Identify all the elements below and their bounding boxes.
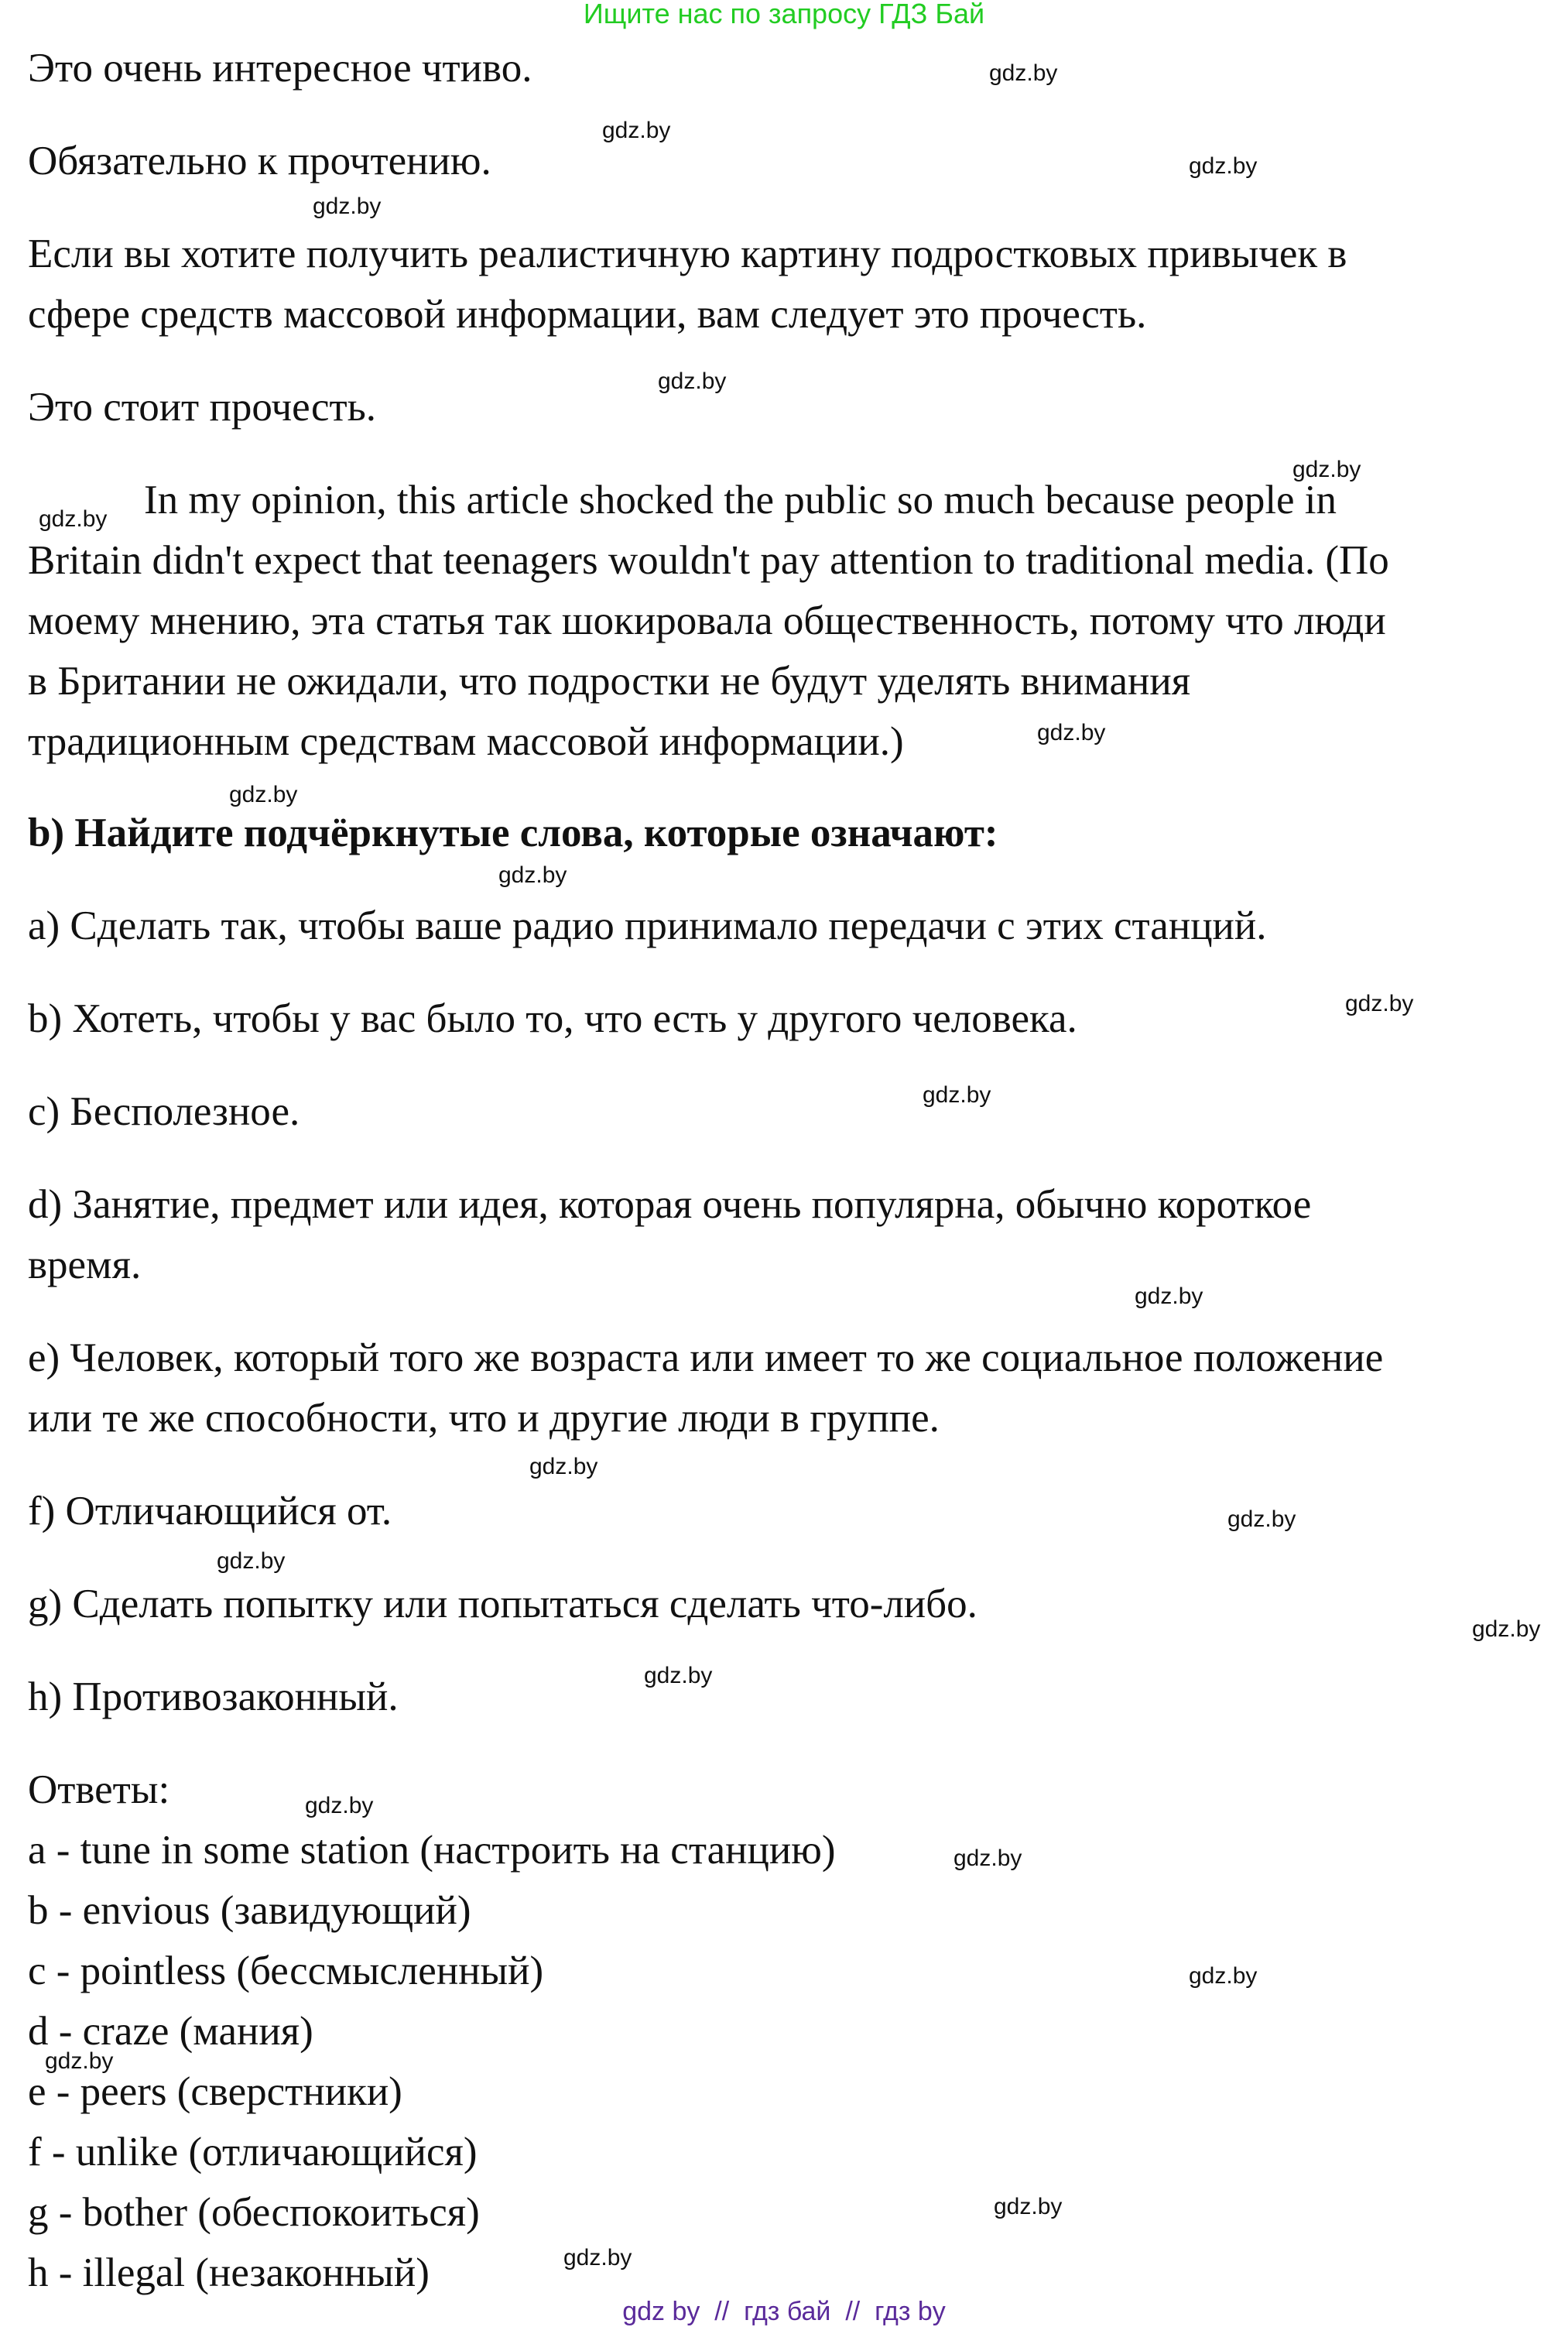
watermark: gdz.by (217, 1548, 286, 1574)
watermark: gdz.by (529, 1454, 598, 1479)
text-line-6: In my opinion, this article shocked the public so much because people in (144, 478, 1337, 523)
task-g: g) Сделать попытку или попытаться сделать что-либо. (28, 1582, 977, 1626)
watermark: gdz.by (229, 782, 298, 807)
text-line-7: Britain didn't expect that teenagers wouldn't pay attention to traditional media. (По (28, 538, 1389, 583)
watermark: gdz.by (1472, 1616, 1541, 1642)
watermark: gdz.by (1189, 1963, 1258, 1989)
task-c: c) Бесполезное. (28, 1089, 300, 1134)
task-b: b) Хотеть, чтобы у вас было то, что есть у другого человека. (28, 996, 1077, 1041)
watermark: gdz.by (994, 2194, 1063, 2219)
task-d-line-1: d) Занятие, предмет или идея, которая очень популярна, обычно короткое (28, 1182, 1312, 1227)
text-line-9: в Британии не ожидали, что подростки не будут уделять внимания (28, 659, 1191, 704)
answer-d: d - craze (мания) (28, 2009, 313, 2054)
watermark: gdz.by (644, 1663, 713, 1688)
text-line-2: Обязательно к прочтению. (28, 139, 491, 183)
text-line-10: традиционным средствам массовой информации.) (28, 719, 904, 764)
answer-c: c - pointless (бессмысленный) (28, 1948, 544, 1993)
watermark: gdz.by (313, 194, 382, 219)
answers-title: Ответы: (28, 1767, 170, 1812)
task-e-line-2: или те же способности, что и другие люди в группе. (28, 1396, 940, 1441)
watermark: gdz.by (1135, 1283, 1203, 1309)
watermark: gdz.by (1037, 720, 1106, 745)
task-e-line-1: e) Человек, который того же возраста или имеет то же социальное положение (28, 1335, 1384, 1380)
watermark: gdz.by (1292, 457, 1361, 482)
answer-h: h - illegal (незаконный) (28, 2250, 430, 2295)
watermark: gdz.by (1227, 1506, 1296, 1532)
answer-g: g - bother (обеспокоиться) (28, 2190, 480, 2235)
watermark: gdz.by (923, 1082, 991, 1108)
watermark: gdz.by (563, 2245, 632, 2270)
watermark: gdz.by (498, 862, 567, 888)
answer-b: b - envious (завидующий) (28, 1888, 471, 1933)
watermark: gdz.by (658, 368, 727, 394)
task-a: a) Сделать так, чтобы ваше радио принимало передачи с этих станций. (28, 903, 1267, 948)
watermark: gdz.by (1345, 991, 1414, 1016)
watermark: gdz.by (1189, 153, 1258, 179)
footer-links: gdz by // гдз бай // гдз by (622, 2297, 946, 2326)
watermark: gdz.by (305, 1793, 374, 1818)
watermark: gdz.by (39, 506, 108, 532)
task-h: h) Противозаконный. (28, 1674, 399, 1719)
text-line-5: Это стоит прочесть. (28, 385, 377, 430)
task-f: f) Отличающийся от. (28, 1489, 392, 1534)
task-heading: b) Найдите подчёркнутые слова, которые означают: (28, 811, 998, 855)
watermark: gdz.by (602, 118, 671, 143)
task-d-line-2: время. (28, 1242, 142, 1287)
watermark: gdz.by (989, 60, 1058, 86)
answer-a: a - tune in some station (настроить на станцию) (28, 1828, 836, 1873)
answer-e: e - peers (сверстники) (28, 2069, 402, 2114)
watermark: gdz.by (45, 2048, 114, 2074)
top-banner: Ищите нас по запросу ГДЗ Бай (583, 0, 985, 29)
answer-f: f - unlike (отличающийся) (28, 2130, 478, 2174)
text-line-1: Это очень интересное чтиво. (28, 46, 532, 91)
watermark: gdz.by (953, 1845, 1022, 1871)
text-line-3: Если вы хотите получить реалистичную картину подростковых привычек в (28, 231, 1347, 276)
text-line-8: моему мнению, эта статья так шокировала общественность, потому что люди (28, 598, 1386, 643)
text-line-4: сфере средств массовой информации, вам следует это прочесть. (28, 292, 1147, 337)
